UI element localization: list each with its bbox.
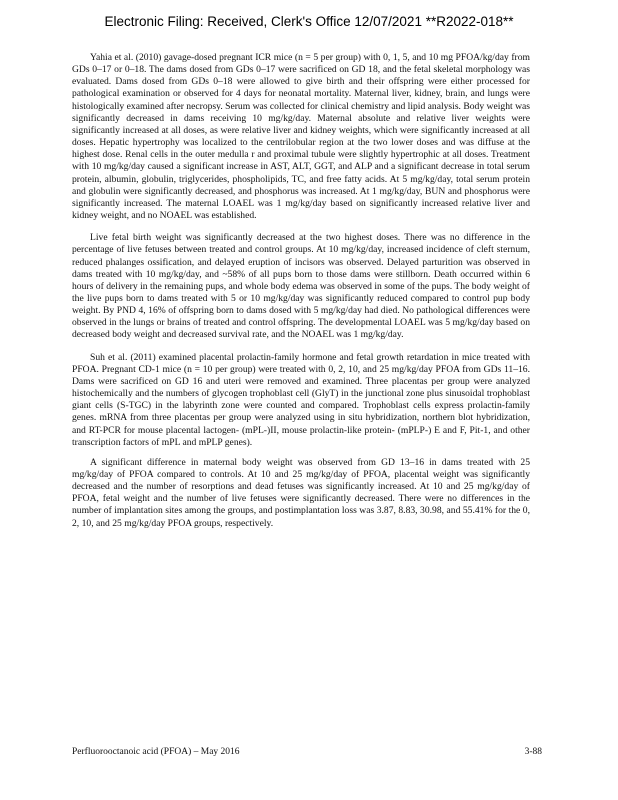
footer-document-title: Perfluorooctanoic acid (PFOA) – May 2016: [72, 747, 240, 757]
footer-page-number: 3-88: [524, 747, 542, 757]
paragraph-yahia-maternal: Yahia et al. (2010) gavage-dosed pregnant ICR mice (n = 5 per group) with 0, 1, 5, and 10 mg PFOA/kg/day from GDs 0–17 or 0–18. The dams dosed from GDs 0–17 were sacrificed on GD 18, and the fetal skeletal morphology was evaluated. Dams dosed from GDs 0–18 were allowed to give birth and their offspring were either processed for pathological examination or observed for 4 days for neonatal mortality. Maternal liver, kidney, brain, and lungs were histologically examined after necropsy. Serum was collected for clinical chemistry and lipid analysis. Body weight was significantly decreased in dams receiving 10 mg/kg/day. Maternal absolute and relative liver weights were significantly increased at all doses, as were relative liver and kidney weights, which were significantly increased at all doses. Hepatic hypertrophy was localized to the centrilobular region at the two lower doses and was diffuse at the highest dose. Renal cells in the outer medulla r and proximal tubule were slightly hypertrophic at all doses. Treatment with 10 mg/kg/day caused a significant increase in AST, ALT, GGT, and ALP and a significant decrease in total serum protein, albumin, globulin, triglycerides, phospholipids, TC, and free fatty acids. At 5 mg/kg/day, total serum protein and globulin were significantly decreased, and phosphorus was increased. At 1 mg/kg/day, BUN and phosphorus were significantly increased. The maternal LOAEL was 1 mg/kg/day based on significantly increased relative liver and kidney weight, and no NOAEL was established.: [72, 52, 530, 222]
document-body: [72, 52, 530, 540]
paragraph-suh-methods: Suh et al. (2011) examined placental prolactin-family hormone and fetal growth retardation in mice treated with PFOA. Pregnant CD-1 mice (n = 10 per group) were treated with 0, 2, 10, and 25 mg/kg/day PFOA from GDs 11–16. Dams were sacrificed on GD 16 and uteri were removed and examined. Three placentas per group were analyzed histochemically and the numbers of glycogen trophoblast cell (GlyT) in the junctional zone plus sinusoidal trophoblast giant cells (S-TGC) in the labyrinth zone were counted and compared. Trophoblast cells express prolactin-family genes. mRNA from three placentas per group were analyzed using in situ hybridization, northern blot hybridization, and RT-PCR for mouse placental lactogen- (mPL-)II, mouse prolactin-like protein- (mPLP-) E and F, Pit-1, and other transcription factors of mPL and mPLP genes).: [72, 351, 530, 448]
paragraph-suh-results: A significant difference in maternal body weight was observed from GD 13–16 in dams treated with 25 mg/kg/day of PFOA compared to controls. At 10 and 25 mg/kg/day of PFOA, placental weight was significantly decreased and the number of resorptions and dead fetuses was significantly increased. At 10 and 25 mg/kg/day of PFOA, fetal weight and the number of live fetuses were significantly decreased. There were no differences in the number of implantation sites among the groups, and postimplantation loss was 3.87, 8.83, 30.98, and 55.41% for the 0, 2, 10, and 25 mg/kg/day PFOA groups, respectively.: [72, 456, 530, 529]
paragraph-yahia-fetal: Live fetal birth weight was significantly decreased at the two highest doses. There was no difference in the percentage of live fetuses between treated and control groups. At 10 mg/kg/day, increased incidence of cleft sternum, reduced phalanges ossification, and delayed eruption of incisors was observed. Delayed parturition was observed in dams treated with 10 mg/kg/day, and ~58% of all pups born to those dams were stillborn. Death occurred within 6 hours of delivery in the remaining pups, and whole body edema was observed in some of the pups. The body weight of the live pups born to dams treated with 5 or 10 mg/kg/day was significantly reduced compared to control pup body weight. By PND 4, 16% of offspring born to dams dosed with 5 mg/kg/day had died. No pathological differences were observed in the lungs or brains of treated and control offspring. The developmental LOAEL was 5 mg/kg/day based on decreased body weight and decreased survival rate, and the NOAEL was 1 mg/kg/day.: [72, 232, 530, 341]
filing-stamp-header: Electronic Filing: Received, Clerk's Office 12/07/2021 **R2022-018**: [104, 14, 514, 29]
